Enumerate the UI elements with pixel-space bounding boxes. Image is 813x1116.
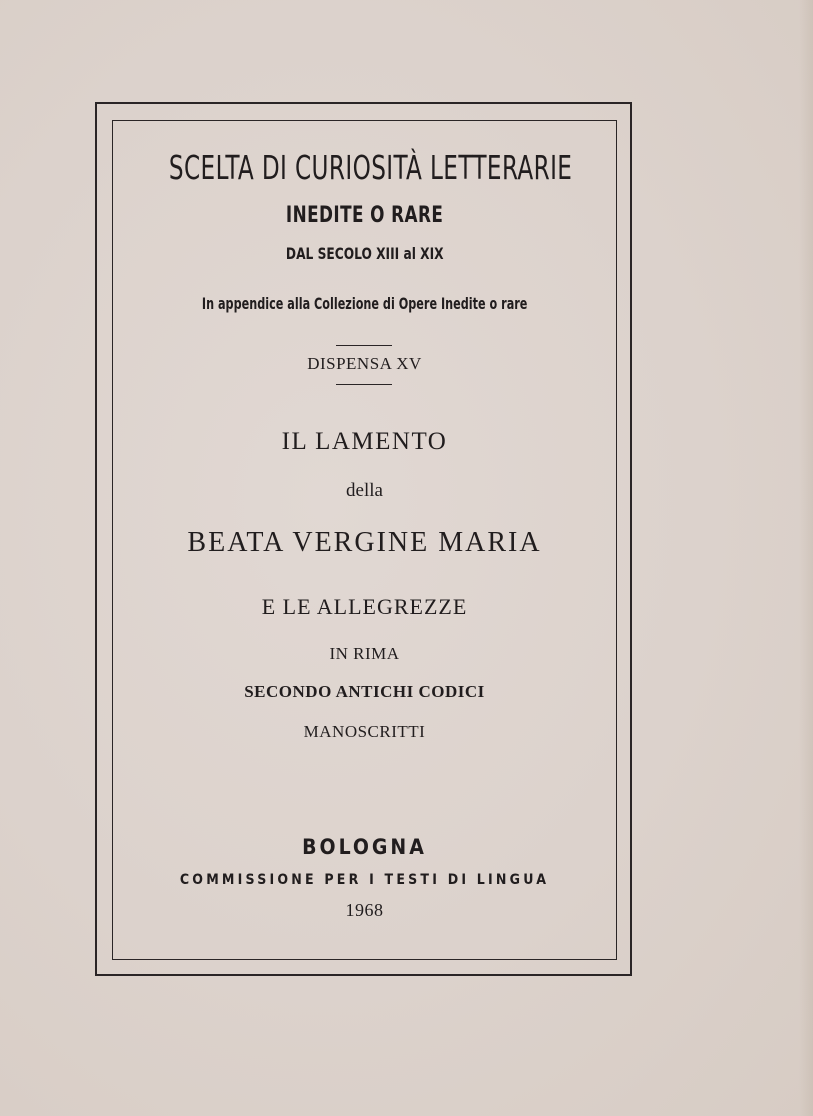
series-note: In appendice alla Collezione di Opere Inedite o rare (201, 294, 528, 313)
publisher: COMMISSIONE PER I TESTI DI LINGUA (179, 872, 550, 888)
work-title-line-6: SECONDO ANTICHI CODICI (244, 682, 485, 701)
work-title-line-5: IN RIMA (329, 644, 400, 663)
series-note-line (112, 294, 617, 313)
series-title-line (112, 148, 617, 187)
page-edge-shading (799, 0, 813, 1116)
work-title-line-1: IL LAMENTO (281, 428, 448, 455)
series-period-line (112, 244, 617, 263)
series-title: SCELTA DI CURIOSITÀ LETTERARIE (168, 148, 573, 187)
work-title-line-4: E LE ALLEGREZZE (261, 594, 468, 619)
publication-year: 1968 (345, 900, 384, 920)
series-period: DAL SECOLO XIII al XIX (285, 244, 444, 263)
rule-below-dispensa (336, 384, 392, 385)
series-subtitle-line (112, 203, 617, 228)
work-title-line-2: della (346, 480, 383, 501)
work-title-line-7: MANOSCRITTI (303, 722, 426, 741)
publication-place: BOLOGNA (302, 835, 427, 859)
rule-above-dispensa (336, 345, 392, 346)
work-title-line-3: BEATA VERGINE MARIA (187, 527, 542, 558)
series-subtitle: INEDITE O RARE (285, 203, 444, 228)
dispensa: DISPENSA XV (307, 354, 422, 373)
